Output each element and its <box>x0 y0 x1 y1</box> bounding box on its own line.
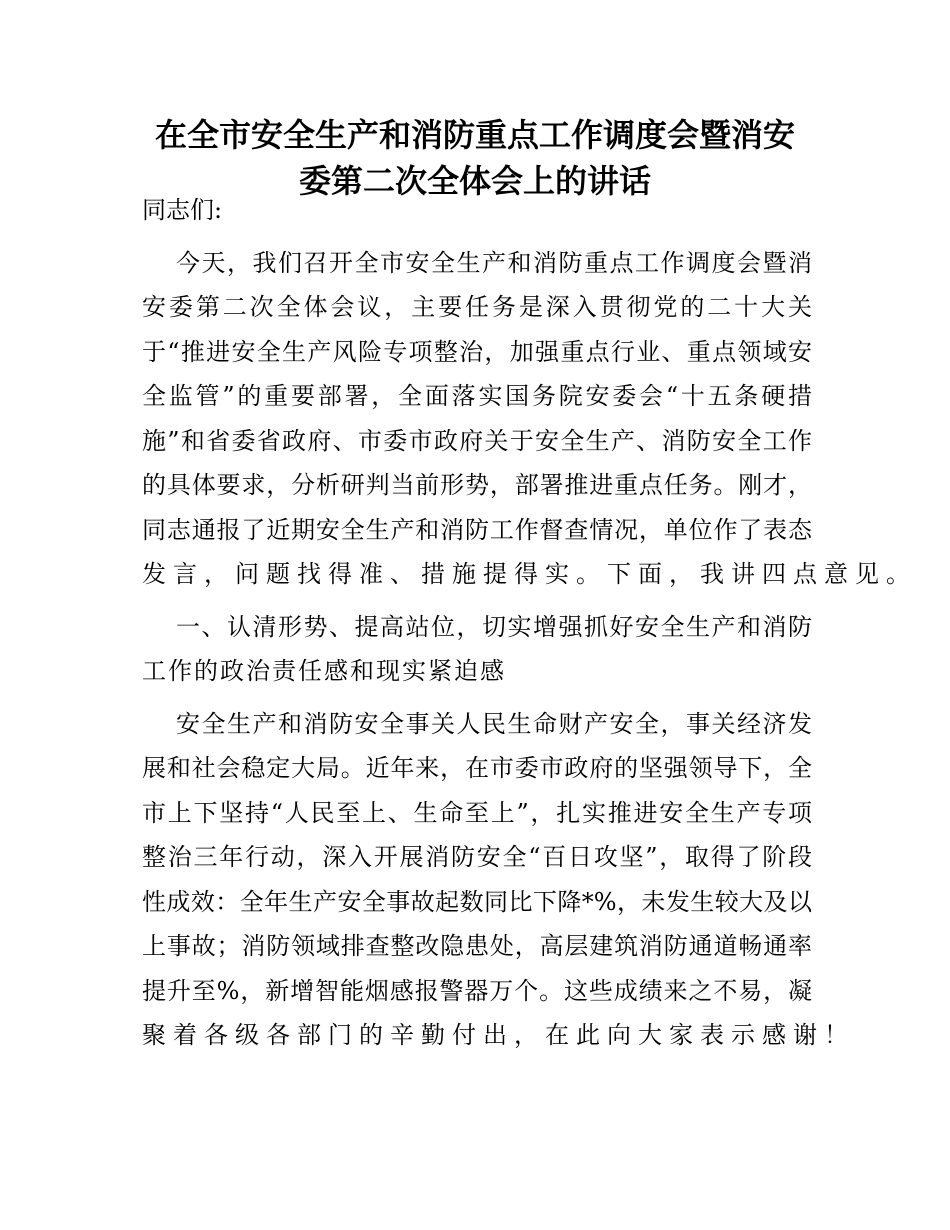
text-line: 发言，问题找得准、措施提得实。下面，我讲四点意见。 <box>142 560 917 588</box>
document-body <box>142 188 917 1058</box>
heading-line: 一、认清形势、提高站位，切实增强抓好安全生产和消防 <box>176 612 812 641</box>
text-line: 市上下坚持“人民至上、生命至上”，扎实推进安全生产专项 <box>142 798 812 827</box>
text-line: 全监管”的重要部署，全面落实国务院安委会“十五条硬措 <box>142 382 812 410</box>
heading-line: 工作的政治责任感和现实紧迫感 <box>142 657 506 685</box>
paragraph-achievements <box>142 702 855 1058</box>
section-heading-1 <box>142 605 812 694</box>
text-line: 提升至%，新增智能烟感报警器万个。这些成绩来之不易，凝 <box>142 976 812 1005</box>
text-line: 展和社会稳定大局。近年来，在市委市政府的坚强领导下，全 <box>142 754 812 782</box>
text-line: 今天，我们召开全市安全生产和消防重点工作调度会暨消 <box>176 248 812 277</box>
text-line: 上事故；消防领域排查整改隐患处，高层建筑消防通道畅通率 <box>142 932 812 960</box>
title-line: 委第二次全体会上的讲话 <box>298 162 651 200</box>
text-line: 施”和省委省政府、市委市政府关于安全生产、消防安全工作 <box>142 426 812 455</box>
text-line: 性成效：全年生产安全事故起数同比下降*%，未发生较大及以 <box>142 887 812 916</box>
text-line: 同志通报了近期安全生产和消防工作督查情况，单位作了表态 <box>142 515 812 544</box>
text-line: 的具体要求，分析研判当前形势，部署推进重点任务。刚才， <box>142 471 812 499</box>
text-line: 聚着各级各部门的辛勤付出，在此向大家表示感谢！ <box>142 1021 855 1049</box>
text-line: 安全生产和消防安全事关人民生命财产安全，事关经济发 <box>176 709 812 738</box>
text-line: 整治三年行动，深入开展消防安全“百日攻坚”，取得了阶段 <box>142 843 812 871</box>
text-line: 于“推进安全生产风险专项整治，加强重点行业、重点领域安 <box>142 337 812 366</box>
paragraph-intro <box>142 241 917 597</box>
salutation: 同志们: <box>142 196 223 224</box>
title-line: 在全市安全生产和消防重点工作调度会暨消安 <box>154 116 795 154</box>
text-line: 安委第二次全体会议，主要任务是深入贯彻党的二十大关 <box>142 293 812 321</box>
